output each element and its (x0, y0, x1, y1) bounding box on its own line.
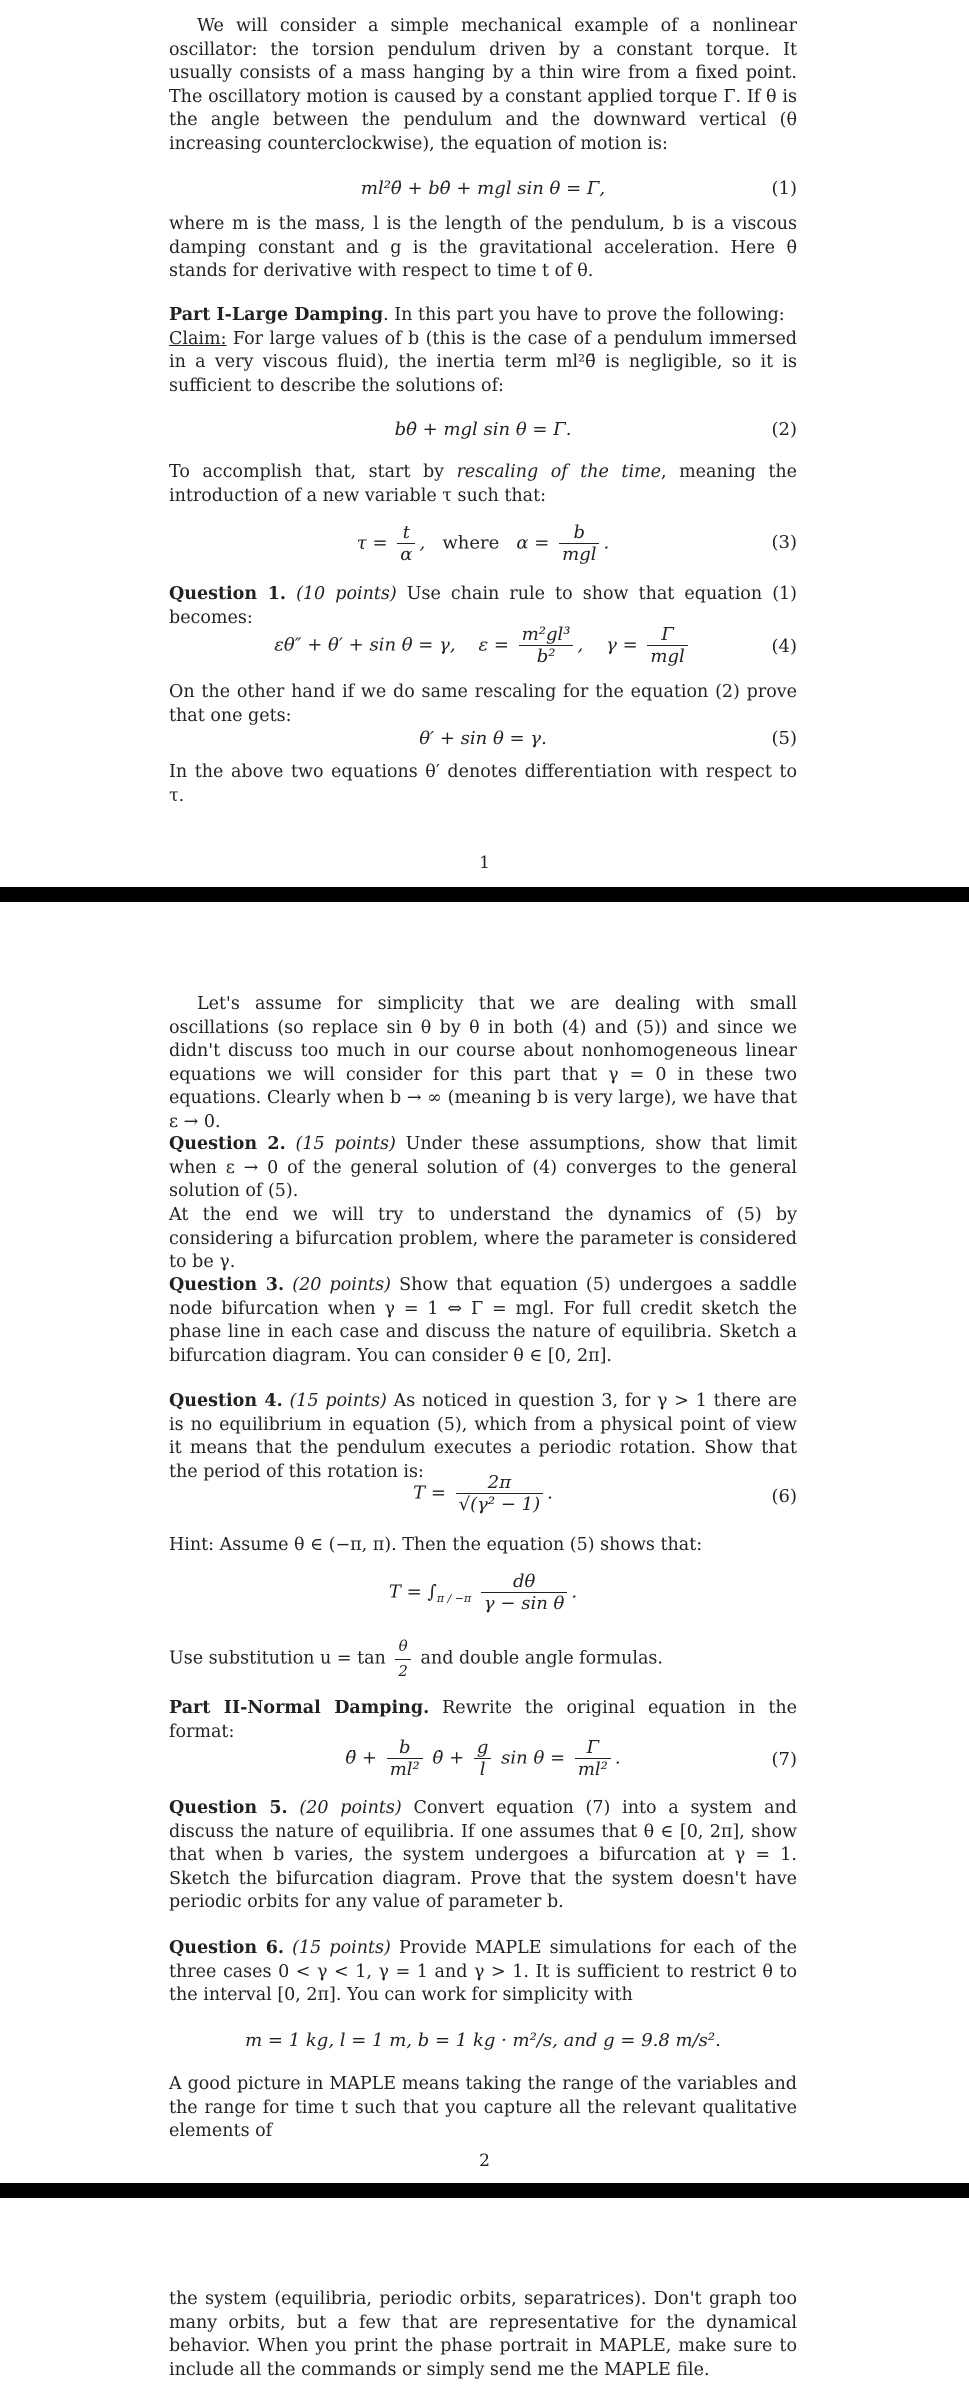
picture-paragraph: A good picture in MAPLE means taking the range of the variables and the range for time t such that you capture all the relevant qualitative elements of (169, 2074, 797, 2141)
equation-1: ml²θ̈ + bθ̇ + mgl sin θ = Γ, (1) (360, 178, 797, 199)
question-6: Question 6. (15 points) Provide MAPLE simulations for each of the three cases 0 < γ < 1, γ = 1 and γ > 1. It is sufficient to restrict θ to the interval [0, 2π]. You can work for simplicity with (169, 1938, 798, 2005)
question-1: Question 1. (10 points) Use chain rule to show that equation (1) becomes: (169, 584, 797, 628)
where-paragraph: where m is the mass, l is the length of the pendulum, b is a viscous damping constant and g is the gravitational acceleration. Here θ̇ stands for derivative with respect to time t of θ. (169, 214, 797, 281)
equation-5: θ′ + sin θ = γ. (5) (419, 728, 797, 749)
equation-6: T = $\frac{2\pi}{\text{√(γ² − 1)}}$ . (6) (413, 1472, 797, 1515)
page-separator-1 (0, 887, 969, 902)
other-paragraph: On the other hand if we do same rescaling for the equation (2) prove that one gets: (169, 682, 797, 726)
assume-paragraph: Let's assume for simplicity that we are dealing with small oscillations (so replace sin θ by θ in both (4) and (5)) and since we didn't discuss too much in our course about nonhomogeneous linear equations we will consider for this part that γ = 0 in these two equations. Clearly when b → ∞ (meaning b is very large), we have that ε → 0. (169, 994, 797, 1132)
end-paragraph: At the end we will try to understand the dynamics of (5) by considering a bifurcation problem, where the parameter is considered to be γ. (169, 1205, 797, 1272)
question-3: Question 3. (20 points) Show that equation (5) undergoes a saddle node bifurcation when γ = 1 ⇔ Γ = mgl. For full credit sketch the phase line in each case and discuss the nature of equilibria. Sketch a bifurcation diagram. You can consider θ ∈ [0, 2π]. (169, 1275, 798, 1366)
above-paragraph: In the above two equations θ′ denotes differentiation with respect to τ. (169, 762, 797, 806)
hint-paragraph: Hint: Assume θ ∈ (−π, π). Then the equation (5) shows that: (169, 1535, 703, 1555)
equation-3: τ = $\frac{t}{\alpha}$ , where α = $\frac{b}{\text{mgl}}$ . (3) (356, 522, 797, 565)
equation-4: εθ″ + θ′ + sin θ = γ, ε = $\frac{\text{m²gl³}}{\text{b²}}$ , γ = $\frac{\Gamma}{\text{mgl}}$ (4) (274, 624, 797, 667)
page-number-2: 2 (479, 2151, 490, 2171)
equation-integral: $T = \int_{\pi / -\pi}$ $\frac{d\theta}{\text{γ − sin θ}}$ . (388, 1571, 578, 1614)
page-separator-2 (0, 2183, 969, 2198)
claim-label: Claim: (169, 328, 227, 349)
rescale-paragraph: To accomplish that, start by rescaling of the time, meaning the introduction of a new variable τ such that: (169, 462, 797, 506)
equation-values: m = 1 kg, l = 1 m, b = 1 kg · m²/s, and g = 9.8 m/s². (245, 2030, 721, 2051)
question-5: Question 5. (20 points) Convert equation (7) into a system and discuss the nature of equilibria. If one assumes that θ ∈ [0, 2π], show that when b varies, the system undergoes a bifurcation at γ = 1. Sketch the bifurcation diagram. Prove that the system doesn't have periodic orbits for any value of parameter b. (169, 1798, 797, 1912)
part1-title: Part I-Large Damping (169, 305, 384, 325)
substitution-paragraph: Use substitution u = tan $\frac{\theta}{2}$ and double angle formulas. (169, 1637, 663, 1680)
question-4: Question 4. (15 points) As noticed in question 3, for γ > 1 there are is no equilibrium in equation (5), which from a physical point of view it means that the pendulum executes a periodic rotation. Show that the period of this rotation is: (169, 1391, 797, 1482)
page-number-1: 1 (479, 853, 490, 873)
equation-2: bθ̇ + mgl sin θ = Γ. (2) (394, 419, 797, 440)
question-2: Question 2. (15 points) Under these assumptions, show that limit when ε → 0 of the general solution of (4) converges to the general solution of (5). (169, 1134, 797, 1201)
part2-paragraph: Part II-Normal Damping. Rewrite the original equation in the format: (169, 1698, 797, 1742)
equation-7: θ̈ + $\frac{b}{\text{ml²}}$ θ̇ + $\frac{g}{l}$ sin θ = $\frac{\Gamma}{\text{ml²}}$ . (7) (345, 1737, 797, 1780)
system-paragraph: the system (equilibria, periodic orbits, separatrices). Don't graph too many orbits, but a few that are representative for the dynamical behavior. When you print the phase portrait in MAPLE, make sure to include all the commands or simply send me the MAPLE file. (169, 2289, 797, 2380)
part1-paragraph: Part I-Large Damping. In this part you have to prove the following: Claim: For large values of b (this is the case of a pendulum immersed in a very viscous fluid), the inertia term ml²θ̈ is negligible, so it is sufficient to describe the solutions of: (169, 305, 797, 396)
intro-paragraph: We will consider a simple mechanical example of a nonlinear oscillator: the torsion pendulum driven by a constant torque. It usually consists of a mass hanging by a thin wire from a fixed point. The oscillatory motion is caused by a constant applied torque Γ. If θ is the angle between the pendulum and the downward vertical (θ increasing counterclockwise), the equation of motion is: (169, 16, 797, 154)
